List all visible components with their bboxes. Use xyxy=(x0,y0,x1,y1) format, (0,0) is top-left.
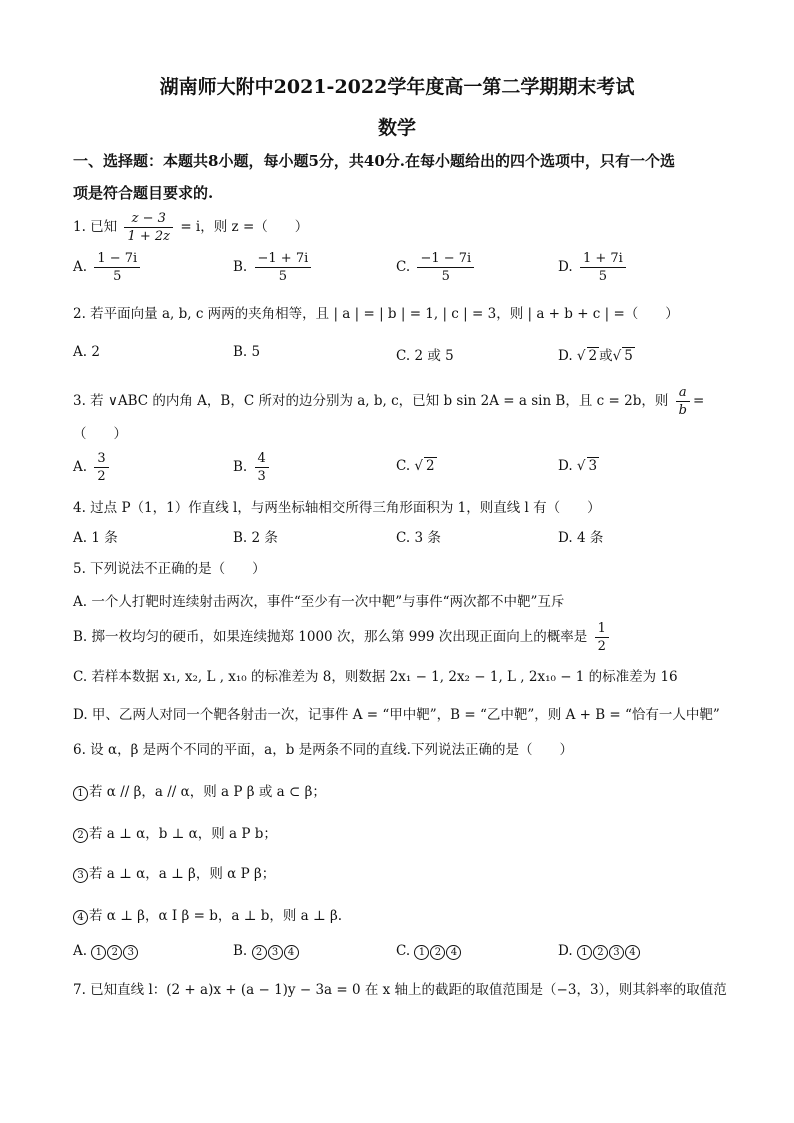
q3-eq: = xyxy=(692,393,705,409)
question-4: 4. 过点 P（1，1）作直线 l，与两坐标轴相交所得三角形面积为 1，则直线 l 有（ ） xyxy=(73,500,601,516)
q2-option-a xyxy=(73,344,100,360)
exam-subject: 数学 xyxy=(377,117,416,139)
statement-text: 若 α ⊥ β，α I β = b，a ⊥ b，则 a ⊥ β. xyxy=(89,908,343,924)
circled-number: 4 xyxy=(625,945,640,960)
frac-den: 3 xyxy=(257,469,266,484)
circled-number: 4 xyxy=(73,910,88,925)
frac-num: −1 + 7i xyxy=(255,250,312,268)
section-intro-line2: 项是符合题目要求的. xyxy=(73,184,214,202)
frac-den: 2 xyxy=(97,469,106,484)
q1-frac-den: 1 + 2z xyxy=(127,229,171,244)
option-label: C. xyxy=(396,943,411,959)
q6-statement-3 xyxy=(73,862,275,883)
frac-num: 4 xyxy=(255,450,269,468)
sqrt-value: 5 xyxy=(624,348,633,364)
option-or: 或 xyxy=(599,348,613,364)
section-intro-line1: 一、选择题：本题共8小题，每小题5分，共40分.在每小题给出的四个选项中，只有一个选 xyxy=(73,152,675,170)
option-label: B. xyxy=(233,259,248,275)
option-text: 1 条 xyxy=(91,530,118,546)
exam-title: 湖南师大附中2021-2022学年度高一第二学期期末考试 xyxy=(159,76,635,98)
circled-number: 3 xyxy=(123,945,138,960)
statement-text: 若 a ⊥ α，a ⊥ β，则 α P β； xyxy=(89,866,276,882)
circled-number: 1 xyxy=(73,786,88,801)
frac-num: 1 xyxy=(595,620,609,638)
option-text: 2 xyxy=(91,344,100,360)
q1-frac-num: z − 3 xyxy=(124,210,173,228)
question-6: 6. 设 α，β 是两个不同的平面，a，b 是两条不同的直线.下列说法正确的是（ ） xyxy=(73,742,573,758)
option-text: 2 或 5 xyxy=(414,348,454,364)
q6-statement-4 xyxy=(73,904,342,925)
frac-den: 5 xyxy=(598,269,607,284)
q3-option-c: C. √ 2 xyxy=(396,458,435,474)
q3-option-b xyxy=(233,450,272,485)
option-label: C. xyxy=(396,348,411,364)
q3-fraction xyxy=(676,384,690,419)
q6-statement-2 xyxy=(73,822,277,843)
circled-number: 4 xyxy=(284,945,299,960)
q2-option-d: D. √ 2 或√ 5 xyxy=(558,348,633,364)
circled-number: 2 xyxy=(252,945,267,960)
q4-option-a xyxy=(73,526,118,546)
question-2: 2. 若平面向量 a, b, c 两两的夹角相等，且 | a | = | b | = 1, | c | = 3，则 | a + b + c | =（ ） xyxy=(73,306,679,322)
option-label: B. xyxy=(233,459,248,475)
q1-option-d xyxy=(558,250,629,285)
q1-tail: = i，则 z =（ ） xyxy=(180,219,309,235)
option-fraction xyxy=(580,250,626,285)
option-text: 5 xyxy=(251,344,261,360)
option-label: D. xyxy=(558,259,573,275)
circled-number: 3 xyxy=(73,868,88,883)
option-label: A. xyxy=(73,344,88,360)
q3-blank: （ ） xyxy=(73,426,127,442)
q5-option-b xyxy=(73,620,612,655)
q1-option-b xyxy=(233,250,314,285)
option-label: C. xyxy=(396,259,411,275)
q3-option-a xyxy=(73,450,112,485)
q2-option-c xyxy=(396,344,454,364)
question-1 xyxy=(73,210,308,245)
circled-number: 4 xyxy=(446,945,461,960)
sqrt-value: 3 xyxy=(588,458,598,474)
circled-number: 3 xyxy=(609,945,624,960)
sqrt-value: 2 xyxy=(426,458,435,474)
option-label: A. xyxy=(73,259,88,275)
frac-den: 5 xyxy=(113,269,122,284)
q3-option-d: D. √ 3 xyxy=(558,458,598,474)
frac-num: 1 − 7i xyxy=(94,250,140,268)
option-label: C. xyxy=(396,458,411,474)
q5-b-text: B. 掷一枚均匀的硬币，如果连续抛郑 1000 次，那么第 999 次出现正面向上的概率是 xyxy=(73,629,588,645)
sqrt-value: 2 xyxy=(588,348,598,364)
q6-option-c xyxy=(396,943,462,960)
option-fraction xyxy=(255,250,312,285)
option-fraction xyxy=(417,250,474,285)
frac-num: 1 + 7i xyxy=(580,250,626,268)
q4-option-d xyxy=(558,526,603,546)
q4-option-b xyxy=(233,526,278,546)
q6-option-a xyxy=(73,943,139,960)
q6-option-b xyxy=(233,943,300,960)
q1-option-a xyxy=(73,250,143,285)
circled-number: 1 xyxy=(91,945,106,960)
question-7: 7. 已知直线 l：(2 + a)x + (a − 1)y − 3a = 0 在 x 轴上的截距的取值范围是（−3，3），则其斜率的取值范 xyxy=(73,982,727,998)
statement-text: 若 α // β，a // α，则 a P β 或 a ⊂ β； xyxy=(89,784,326,800)
q1-option-c xyxy=(396,250,477,285)
circled-number: 2 xyxy=(73,828,88,843)
option-fraction xyxy=(255,450,269,485)
frac-den: 2 xyxy=(597,639,606,654)
q6-statement-1 xyxy=(73,780,326,801)
circled-number: 2 xyxy=(593,945,608,960)
option-label: D. xyxy=(558,530,573,546)
circled-number: 3 xyxy=(268,945,283,960)
q1-fraction xyxy=(124,210,173,245)
option-fraction xyxy=(94,250,140,285)
question-3 xyxy=(73,384,704,419)
option-label: A. xyxy=(73,530,88,546)
option-label: B. xyxy=(233,530,248,546)
q1-lead: 1. 已知 xyxy=(73,219,118,235)
circled-number: 2 xyxy=(430,945,445,960)
frac-den: 5 xyxy=(441,269,450,284)
option-label: D. xyxy=(558,348,573,364)
option-label: B. xyxy=(233,943,248,959)
circled-number: 1 xyxy=(577,945,592,960)
option-label: B. xyxy=(233,344,248,360)
q6-option-d xyxy=(558,943,641,960)
frac-den: b xyxy=(678,403,687,418)
option-text: 3 条 xyxy=(414,530,441,546)
circled-number: 2 xyxy=(107,945,122,960)
question-5: 5. 下列说法不正确的是（ ） xyxy=(73,561,266,577)
statement-text: 若 a ⊥ α，b ⊥ α，则 a P b； xyxy=(89,826,277,842)
option-text: 4 条 xyxy=(576,530,604,546)
frac-num: a xyxy=(676,384,690,402)
q4-option-c xyxy=(396,526,441,546)
option-label: D. xyxy=(558,943,573,959)
option-fraction xyxy=(595,620,609,655)
option-label: A. xyxy=(73,459,88,475)
frac-num: 3 xyxy=(94,450,108,468)
q5-option-d: D. 甲、乙两人对同一个靶各射击一次，记事件 A = “甲中靶”，B = “乙中靶”，则 A + B = “恰有一人中靶” xyxy=(73,707,720,723)
q5-option-a: A. 一个人打靶时连续射击两次，事件“至少有一次中靶”与事件“两次都不中靶”互斥 xyxy=(73,594,565,610)
option-label: C. xyxy=(396,530,411,546)
q2-option-b xyxy=(233,344,260,360)
option-fraction xyxy=(94,450,108,485)
option-label: D. xyxy=(558,458,573,474)
option-text: 2 条 xyxy=(251,530,278,546)
circled-number: 1 xyxy=(414,945,429,960)
frac-num: −1 − 7i xyxy=(417,250,474,268)
q3-text: 3. 若 ∨ABC 的内角 A，B，C 所对的边分别为 a, b, c，已知 b sin 2A = a sin B，且 c = 2b，则 xyxy=(73,393,669,409)
frac-den: 5 xyxy=(278,269,288,284)
option-label: A. xyxy=(73,943,88,959)
q5-option-c: C. 若样本数据 x₁, x₂, L , x₁₀ 的标准差为 8，则数据 2x₁ − 1, 2x₂ − 1, L , 2x₁₀ − 1 的标准差为 16 xyxy=(73,669,678,685)
